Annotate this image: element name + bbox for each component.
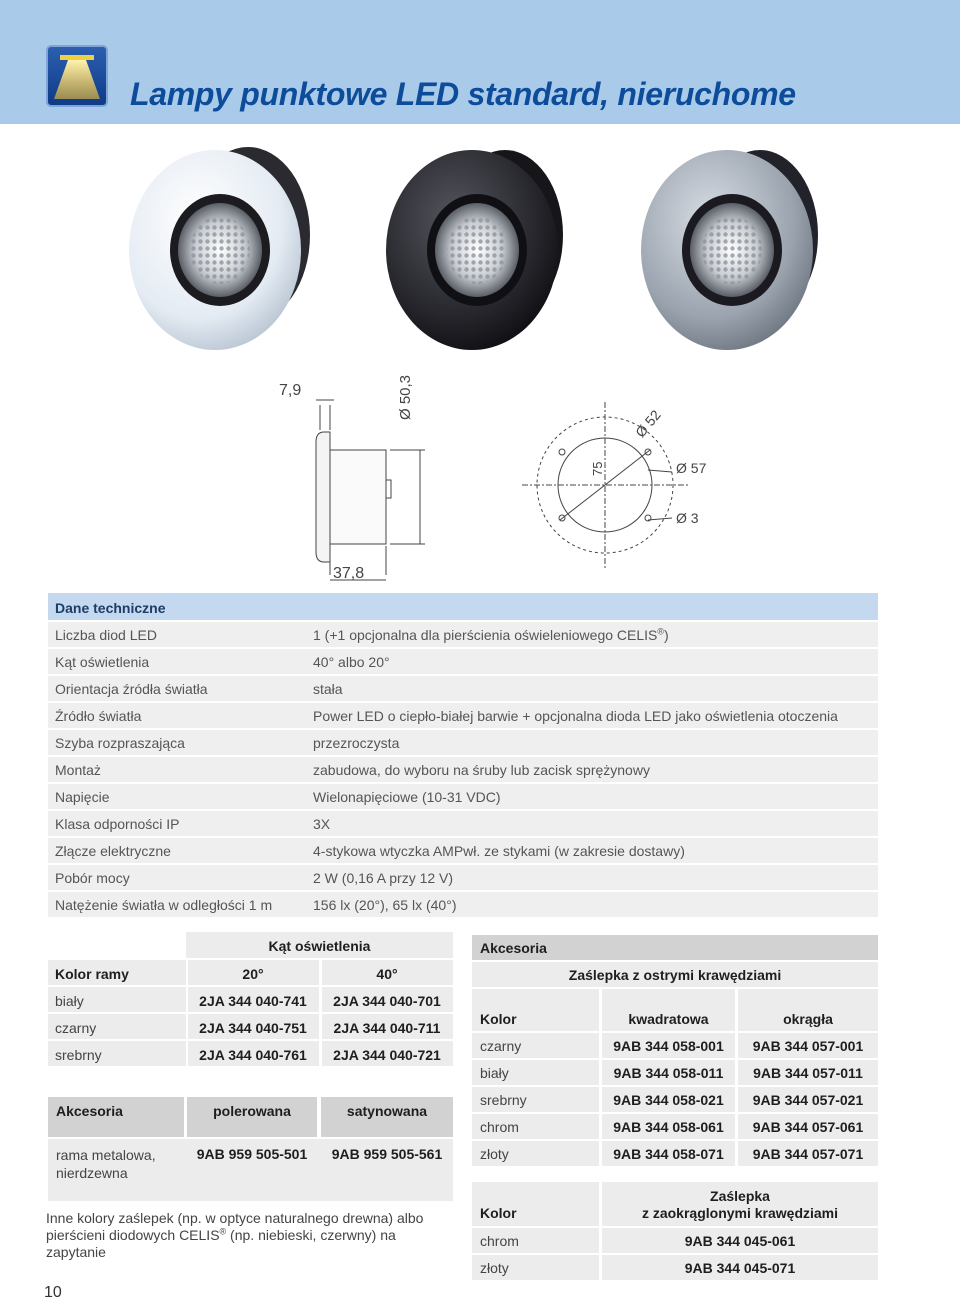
dim-outer-diameter: Ø 57 [676,460,707,476]
angle-20-header: 20° [242,966,264,982]
dim-body-diameter: Ø 50,3 [397,374,414,420]
cover-caps-table: Akcesoria Zaślepka z ostrymi krawędziami Kolor kwadratowa okrągła czarny 9AB 344 058-001 9AB 344 057-001 biały 9AB 344 058-011 9AB 344 057-011 srebrny 9AB 344 058-021 9AB 344 057-021 chrom 9AB 344 058-061 9AB 344 057-061 złoty 9AB 344 058-071 9AB 344 057-071 Kolor Zaślepka z zaokrąglonymi krawędziami chrom 9AB 344 045-061 złoty 9AB 344 045-071 [472,935,878,1280]
tech-row: Montaż zabudowa, do wyboru na śruby lub zacisk sprężynowy [48,757,878,782]
spotlight-icon [46,45,108,107]
tech-heading: Dane techniczne [48,593,878,620]
tech-row: Natężenie światła w odległości 1 m 156 lx (20°), 65 lx (40°) [48,892,878,917]
lamp-white-photo [129,147,310,350]
dim-depth: 7,9 [279,382,302,399]
tech-row: Szyba rozpraszająca przezroczysta [48,730,878,755]
technical-drawing [260,370,730,590]
polished-header: polerowana [213,1103,291,1119]
kolor-col-header: Kolor [480,1011,517,1027]
angle-group-header: Kąt oświetlenia [268,938,371,954]
tech-row: Kąt oświetlenia 40° albo 20° [48,649,878,674]
product-photos [120,140,860,365]
tech-row: Orientacja źródła światła stała [48,676,878,701]
tech-row: Złącze elektryczne 4-stykowa wtyczka AMPwł. ze stykami (w zakresie dostawy) [48,838,878,863]
tech-row: Liczba diod LED 1 (+1 opcjonalna dla pierścienia oświeleniowego CELIS®) [48,622,878,647]
tech-data-table [48,593,878,919]
frame-color-col-header: Kolor ramy [55,966,129,982]
rounded-kolor-header: Kolor [480,1205,517,1221]
tech-row: Pobór mocy 2 W (0,16 A przy 12 V) [48,865,878,890]
rounded-cap-title-1: Zaślepka [710,1188,770,1204]
tech-row: Napięcie Wielonapięciowe (10-31 VDC) [48,784,878,809]
frame-color-table: Kąt oświetlenia Kolor ramy 20° 40° biały 2JA 344 040-741 2JA 344 040-701 czarny 2JA 344 040-751 2JA 344 040-711 srebrny 2JA 344 040-761 2JA 344 040-721 Akcesoria polerowana satynowana rama metalowa, nierdzewna 9AB 959 505-501 9AB 959 505-561 [48,932,453,1207]
sharp-cap-title: Zaślepka z ostrymi krawędziami [568,967,782,983]
rounded-cap-title-2: z zaokrąglonymi krawędziami [641,1205,839,1221]
page-title: Lampy punktowe LED standard, nieruchome [130,76,796,112]
footnote: Inne kolory zaślepek (np. w optyce naturalnego drewna) albo pierścieni diodowych CELIS® (np. niebieski, czerwny) na zapytanie [46,1210,424,1260]
satin-header: satynowana [346,1103,428,1119]
dim-75: 75 [590,461,605,476]
page-number: 10 [44,1284,62,1301]
tech-row: Źródło światła Power LED o ciepło-białej barwie + opcjonalna dioda LED jako oświetlenia otoczenia [48,703,878,728]
accessories-left-label: Akcesoria [56,1103,123,1119]
dim-screw-diameter: Ø 3 [676,510,699,526]
dim-hole-diameter: Ø 52 [632,406,664,441]
lamp-black-photo [386,150,563,350]
accessories-right-label: Akcesoria [480,940,547,956]
lamp-silver-photo [641,150,818,350]
round-col-header: okrągła [783,1011,833,1027]
square-col-header: kwadratowa [628,1011,709,1027]
dim-length: 37,8 [333,565,365,582]
angle-40-header: 40° [376,966,398,982]
tech-row: Klasa odporności IP 3X [48,811,878,836]
